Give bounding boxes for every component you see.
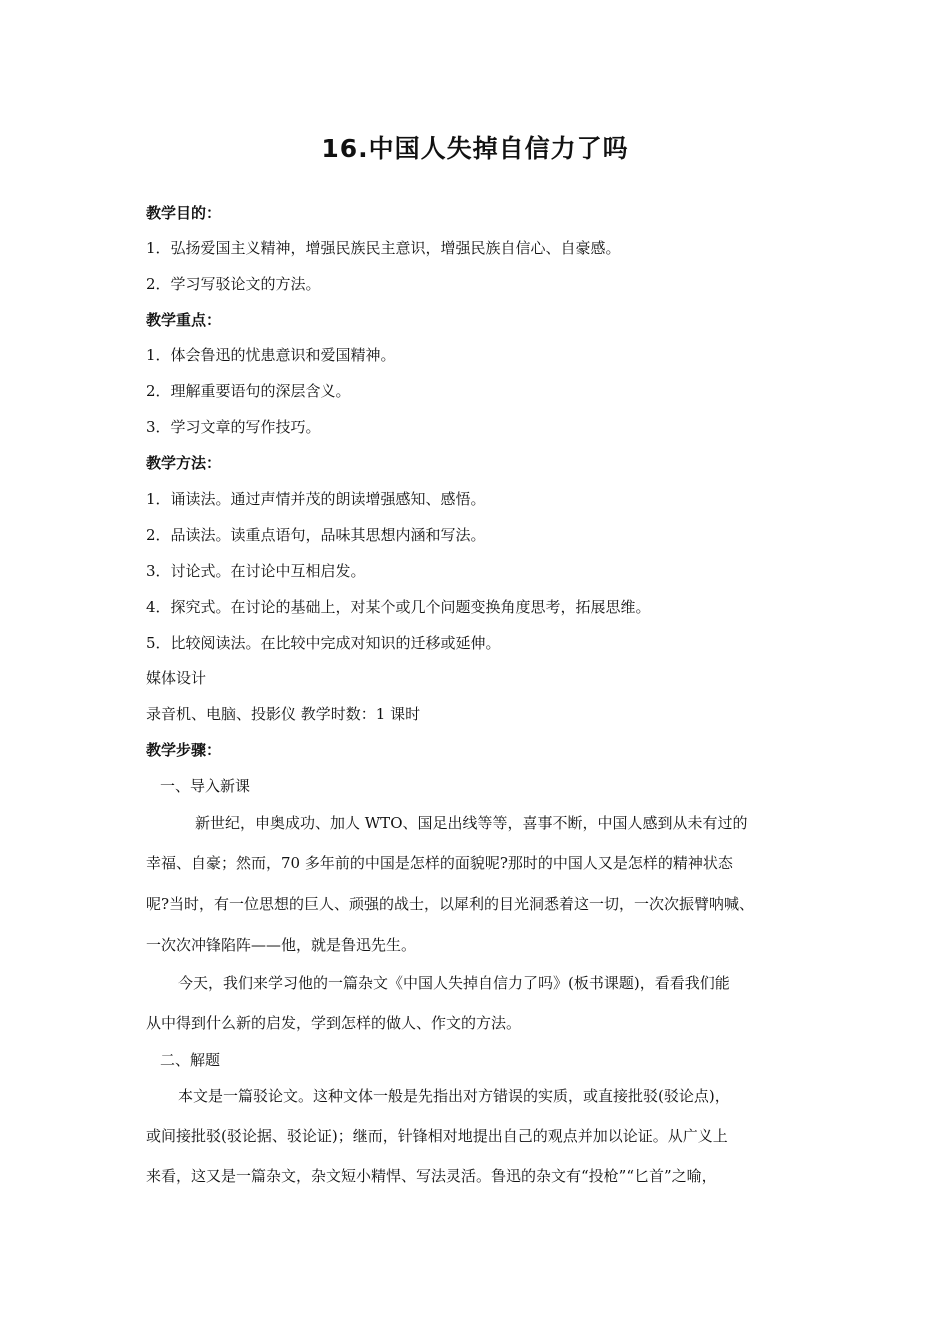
section2-heading: 二、解题 bbox=[160, 1051, 221, 1069]
media-content: 录音机、电脑、投影仪 教学时数：1 课时 bbox=[146, 705, 421, 723]
paragraph-line: 或间接批驳(驳论据、驳论证)；继而，针锋相对地提出自己的观点并加以论证。从广义上 bbox=[146, 1127, 728, 1145]
key-points-item: 1．体会鲁迅的忧患意识和爱国精神。 bbox=[146, 346, 396, 364]
key-points-item: 2．理解重要语句的深层含义。 bbox=[146, 382, 351, 400]
media-heading: 媒体设计 bbox=[146, 669, 207, 687]
paragraph-line: 今天，我们来学习他的一篇杂文《中国人失掉自信力了吗》(板书课题)，看看我们能 bbox=[178, 974, 730, 992]
methods-item: 4．探究式。在讨论的基础上，对某个或几个问题变换角度思考，拓展思维。 bbox=[146, 598, 651, 616]
goals-item: 2．学习写驳论文的方法。 bbox=[146, 275, 321, 293]
goals-item: 1．弘扬爱国主义精神，增强民族民主意识，增强民族自信心、自豪感。 bbox=[146, 239, 621, 257]
key-points-item: 3．学习文章的写作技巧。 bbox=[146, 418, 321, 436]
paragraph-line: 一次次冲锋陷阵——他，就是鲁迅先生。 bbox=[146, 936, 417, 954]
paragraph-line: 新世纪，申奥成功、加人 WTO、国足出线等等，喜事不断，中国人感到从未有过的 bbox=[195, 814, 748, 832]
paragraph-line: 从中得到什么新的启发，学到怎样的做人、作文的方法。 bbox=[146, 1014, 522, 1032]
methods-item: 1．诵读法。通过声情并茂的朗读增强感知、感悟。 bbox=[146, 490, 486, 508]
methods-item: 3．讨论式。在讨论中互相启发。 bbox=[146, 562, 366, 580]
section1-heading: 一、导入新课 bbox=[160, 777, 251, 795]
methods-item: 2．品读法。读重点语句，品味其思想内涵和写法。 bbox=[146, 526, 486, 544]
paragraph-line: 来看，这又是一篇杂文，杂文短小精悍、写法灵活。鲁迅的杂文有“投枪”“匕首”之喻， bbox=[146, 1167, 717, 1185]
paragraph-line: 幸福、自豪；然而，70 多年前的中国是怎样的面貌呢?那时的中国人又是怎样的精神状态 bbox=[146, 854, 733, 872]
methods-heading: 教学方法： bbox=[146, 454, 222, 472]
goals-heading: 教学目的： bbox=[146, 204, 222, 222]
page-title: 16.中国人失掉自信力了吗 bbox=[321, 134, 629, 163]
paragraph-line: 本文是一篇驳论文。这种文体一般是先指出对方错误的实质，或直接批驳(驳论点)， bbox=[178, 1087, 730, 1105]
steps-heading: 教学步骤： bbox=[146, 741, 222, 759]
key-points-heading: 教学重点： bbox=[146, 311, 222, 329]
paragraph-line: 呢?当时，有一位思想的巨人、顽强的战士，以犀利的目光洞悉着这一切，一次次振臂呐喊、 bbox=[146, 895, 755, 913]
methods-item: 5．比较阅读法。在比较中完成对知识的迁移或延伸。 bbox=[146, 634, 501, 652]
